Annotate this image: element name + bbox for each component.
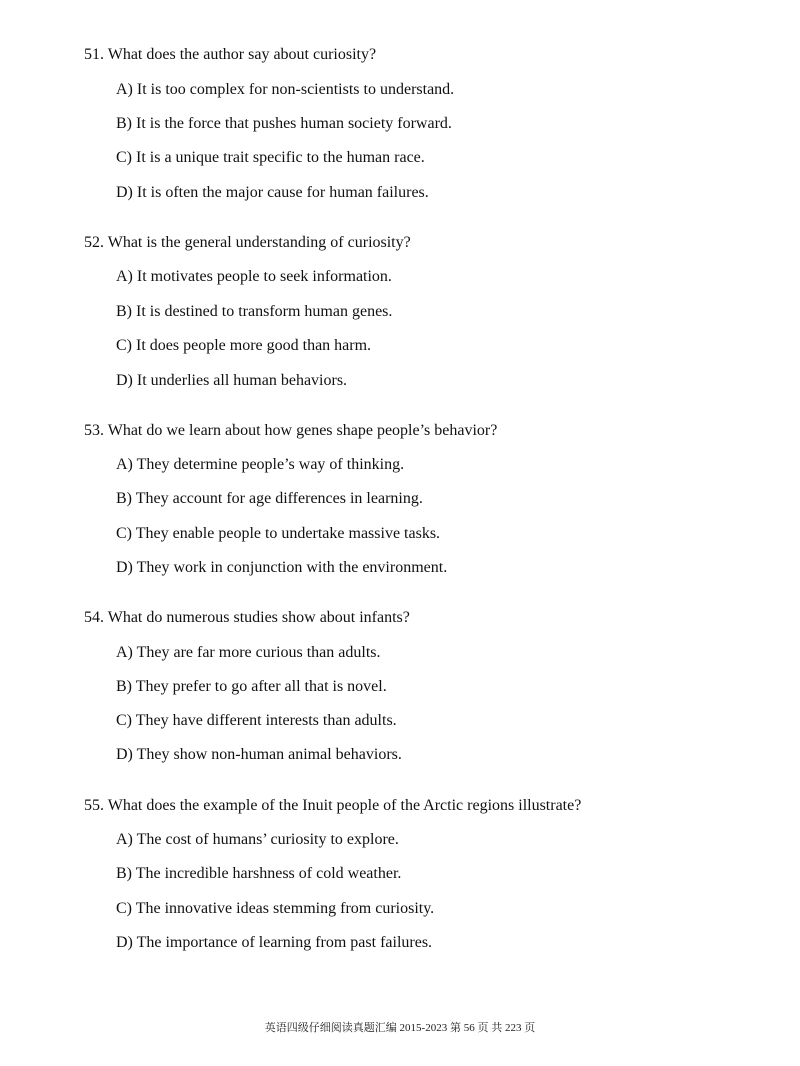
question-51-option-c: C) It is a unique trait specific to the human race. (116, 149, 425, 166)
question-55-option-d: D) The importance of learning from past failures. (116, 934, 433, 951)
question-52-stem: 52. What is the general understanding of curiosity? (84, 234, 411, 251)
question-53-option-d: D) They work in conjunction with the environment. (116, 559, 448, 576)
question-52-option-a: A) It motivates people to seek information. (116, 268, 392, 285)
question-53-option-a: A) They determine people’s way of thinking. (116, 456, 405, 473)
question-54-option-a: A) They are far more curious than adults. (116, 644, 381, 661)
question-54-option-c: C) They have different interests than adults. (116, 712, 397, 729)
page-footer: 英语四级仔细阅读真题汇编 2015-2023 第 56 页 共 223 页 (264, 1022, 536, 1034)
question-51-option-d: D) It is often the major cause for human failures. (116, 184, 429, 201)
question-51-stem: 51. What does the author say about curiosity? (84, 46, 377, 63)
question-51-option-a: A) It is too complex for non-scientists to understand. (116, 81, 455, 98)
question-53-option-b: B) They account for age differences in learning. (116, 490, 423, 507)
question-52-option-c: C) It does people more good than harm. (116, 337, 372, 354)
question-55-option-c: C) The innovative ideas stemming from curiosity. (116, 900, 435, 917)
question-53-option-c: C) They enable people to undertake massive tasks. (116, 525, 441, 542)
question-53-stem: 53. What do we learn about how genes shape people’s behavior? (84, 422, 498, 439)
question-54-option-d: D) They show non-human animal behaviors. (116, 746, 402, 763)
question-52-option-d: D) It underlies all human behaviors. (116, 372, 348, 389)
question-54-stem: 54. What do numerous studies show about infants? (84, 609, 410, 626)
question-55-option-a: A) The cost of humans’ curiosity to explore. (116, 831, 399, 848)
question-51-option-b: B) It is the force that pushes human society forward. (116, 115, 452, 132)
question-54-option-b: B) They prefer to go after all that is novel. (116, 678, 387, 695)
question-55-stem: 55. What does the example of the Inuit people of the Arctic regions illustrate? (84, 797, 582, 814)
question-52-option-b: B) It is destined to transform human genes. (116, 303, 393, 320)
question-55-option-b: B) The incredible harshness of cold weather. (116, 865, 402, 882)
